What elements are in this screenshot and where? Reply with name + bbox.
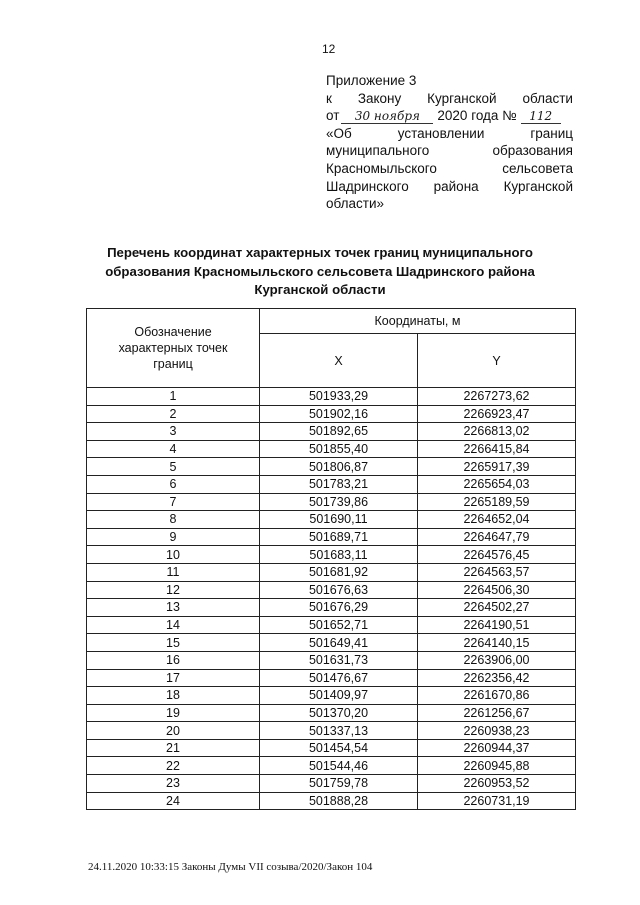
x-coordinate-cell: 501892,65: [260, 423, 418, 441]
table-row: [87, 704, 576, 722]
x-coordinate-cell: 501409,97: [260, 687, 418, 705]
y-coordinate-cell: 2266923,47: [418, 405, 576, 423]
table-row: [87, 493, 576, 511]
handwritten-date: 30 ноября: [341, 110, 433, 124]
point-number-cell: 10: [87, 546, 260, 564]
y-coordinate-cell: 2267273,62: [418, 388, 576, 406]
x-coordinate-cell: 501683,11: [260, 546, 418, 564]
point-number-cell: 11: [87, 563, 260, 581]
point-number-cell: 20: [87, 722, 260, 740]
document-title: Перечень координат характерных точек границ муниципального образования Красномыльского сельсовета Шадринского района Курганской области: [105, 245, 535, 297]
x-coordinate-cell: 501902,16: [260, 405, 418, 423]
y-coordinate-cell: 2265189,59: [418, 493, 576, 511]
table-row: [87, 651, 576, 669]
table-row: [87, 546, 576, 564]
table-row: [87, 634, 576, 652]
y-coordinate-cell: 2264563,57: [418, 563, 576, 581]
point-number-cell: 14: [87, 616, 260, 634]
table-row: [87, 757, 576, 775]
x-coordinate-cell: 501454,54: [260, 739, 418, 757]
table-body: [87, 388, 576, 810]
x-coordinate-cell: 501631,73: [260, 651, 418, 669]
point-number-cell: 5: [87, 458, 260, 476]
table-row: [87, 563, 576, 581]
point-number-cell: 7: [87, 493, 260, 511]
table-row: [87, 423, 576, 441]
annex-law-title-line: области»: [326, 196, 385, 212]
x-coordinate-cell: 501649,41: [260, 634, 418, 652]
point-number-cell: 1: [87, 388, 260, 406]
page-number: 12: [322, 42, 336, 56]
table-row: [87, 687, 576, 705]
y-coordinate-cell: 2266415,84: [418, 440, 576, 458]
y-coordinate-cell: 2264140,15: [418, 634, 576, 652]
y-column-header: Y: [418, 334, 576, 388]
table-row: [87, 458, 576, 476]
coordinates-table: [86, 308, 576, 810]
y-coordinate-cell: 2260731,19: [418, 792, 576, 810]
point-number-cell: 13: [87, 599, 260, 617]
y-coordinate-cell: 2260945,88: [418, 757, 576, 775]
point-number-cell: 15: [87, 634, 260, 652]
y-coordinate-cell: 2265917,39: [418, 458, 576, 476]
table-row: [87, 669, 576, 687]
table-row: [87, 581, 576, 599]
x-coordinate-cell: 501652,71: [260, 616, 418, 634]
y-coordinate-cell: 2261256,67: [418, 704, 576, 722]
designation-header: Обозначение характерных точек границ: [87, 309, 260, 388]
point-number-cell: 9: [87, 528, 260, 546]
x-coordinate-cell: 501676,29: [260, 599, 418, 617]
point-number-cell: 23: [87, 775, 260, 793]
y-coordinate-cell: 2264502,27: [418, 599, 576, 617]
table-row: [87, 475, 576, 493]
y-coordinate-cell: 2264576,45: [418, 546, 576, 564]
table-row: [87, 616, 576, 634]
point-number-cell: 22: [87, 757, 260, 775]
point-number-cell: 3: [87, 423, 260, 441]
table-row: [87, 405, 576, 423]
x-coordinate-cell: 501476,67: [260, 669, 418, 687]
x-coordinate-cell: 501783,21: [260, 475, 418, 493]
point-number-cell: 19: [87, 704, 260, 722]
x-coordinate-cell: 501544,46: [260, 757, 418, 775]
y-coordinate-cell: 2266813,02: [418, 423, 576, 441]
point-number-cell: 4: [87, 440, 260, 458]
x-coordinate-cell: 501739,86: [260, 493, 418, 511]
table-row: [87, 511, 576, 529]
x-coordinate-cell: 501888,28: [260, 792, 418, 810]
point-number-cell: 6: [87, 475, 260, 493]
y-coordinate-cell: 2264506,30: [418, 581, 576, 599]
point-number-cell: 8: [87, 511, 260, 529]
y-coordinate-cell: 2264190,51: [418, 616, 576, 634]
table-row: [87, 388, 576, 406]
point-number-cell: 17: [87, 669, 260, 687]
x-coordinate-cell: 501689,71: [260, 528, 418, 546]
x-coordinate-cell: 501690,11: [260, 511, 418, 529]
y-coordinate-cell: 2263906,00: [418, 651, 576, 669]
x-coordinate-cell: 501806,87: [260, 458, 418, 476]
annex-law-title-line: Шадринского района Курганской: [326, 178, 573, 194]
point-number-cell: 12: [87, 581, 260, 599]
y-coordinate-cell: 2264647,79: [418, 528, 576, 546]
table-row: [87, 528, 576, 546]
table-row: [87, 792, 576, 810]
x-column-header: X: [260, 334, 418, 388]
annex-law-title-line: муниципального образования: [326, 143, 573, 159]
coordinates-header: Координаты, м: [260, 309, 576, 334]
y-coordinate-cell: 2260953,52: [418, 775, 576, 793]
y-coordinate-cell: 2262356,42: [418, 669, 576, 687]
handwritten-law-number: 112: [521, 110, 561, 124]
annex-law-reference: к Закону Курганской области: [326, 90, 573, 106]
table-row: [87, 599, 576, 617]
point-number-cell: 18: [87, 687, 260, 705]
y-coordinate-cell: 2261670,86: [418, 687, 576, 705]
y-coordinate-cell: 2260944,37: [418, 739, 576, 757]
x-coordinate-cell: 501855,40: [260, 440, 418, 458]
y-coordinate-cell: 2265654,03: [418, 475, 576, 493]
table-row: [87, 440, 576, 458]
x-coordinate-cell: 501933,29: [260, 388, 418, 406]
x-coordinate-cell: 501681,92: [260, 563, 418, 581]
x-coordinate-cell: 501337,13: [260, 722, 418, 740]
x-coordinate-cell: 501676,63: [260, 581, 418, 599]
y-coordinate-cell: 2264652,04: [418, 511, 576, 529]
point-number-cell: 24: [87, 792, 260, 810]
footer-stamp: 24.11.2020 10:33:15 Законы Думы VII созыва/2020/Закон 104: [88, 861, 373, 873]
point-number-cell: 16: [87, 651, 260, 669]
annex-law-title-line: Красномыльского сельсовета: [326, 160, 573, 176]
annex-law-title-line: «Об установлении границ: [326, 125, 573, 141]
table-row: [87, 739, 576, 757]
table-row: [87, 722, 576, 740]
annex-date-line: от 30 ноября 2020 года № 112: [326, 107, 573, 125]
annex-header: [326, 72, 573, 213]
x-coordinate-cell: 501370,20: [260, 704, 418, 722]
point-number-cell: 21: [87, 739, 260, 757]
y-coordinate-cell: 2260938,23: [418, 722, 576, 740]
table-row: [87, 775, 576, 793]
x-coordinate-cell: 501759,78: [260, 775, 418, 793]
point-number-cell: 2: [87, 405, 260, 423]
annex-title: Приложение 3: [326, 73, 417, 88]
